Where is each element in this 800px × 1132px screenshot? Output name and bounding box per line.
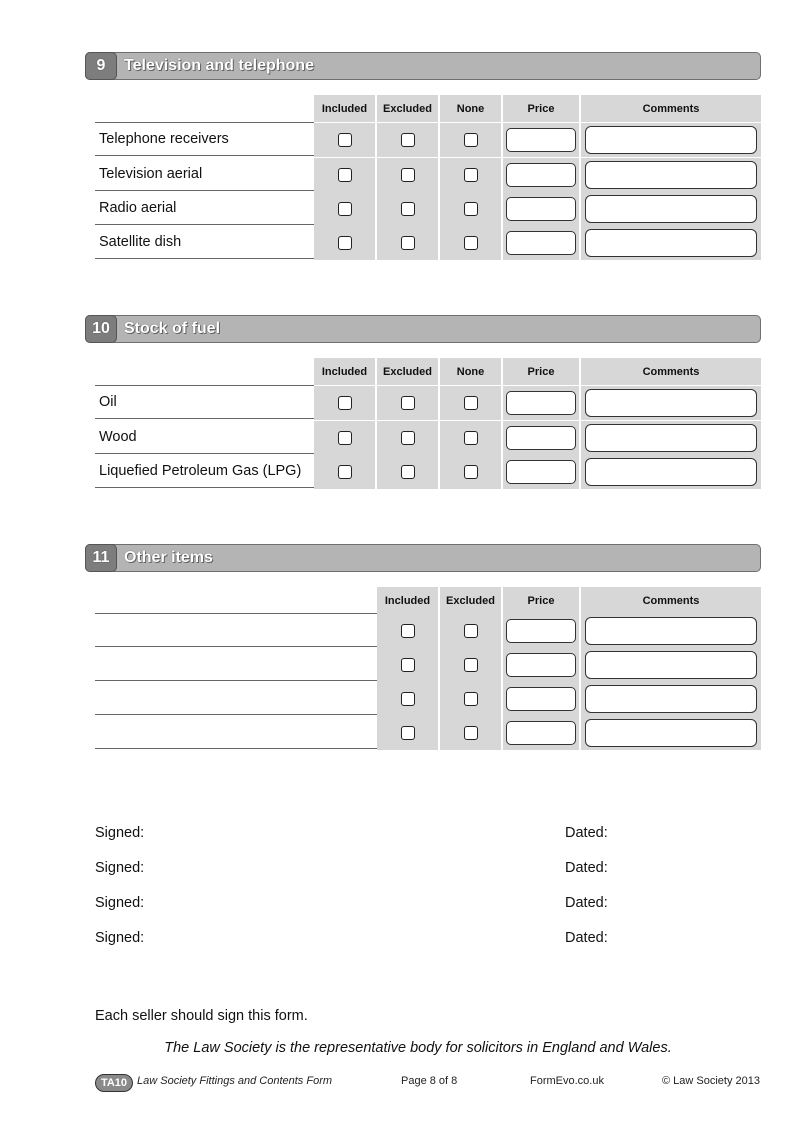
comments-cell bbox=[581, 158, 761, 192]
none-cell bbox=[440, 192, 501, 226]
price-input[interactable] bbox=[506, 721, 576, 745]
included-cell bbox=[377, 648, 438, 682]
comments-input[interactable] bbox=[585, 161, 757, 189]
excluded-checkbox[interactable] bbox=[401, 431, 415, 445]
section-11-number: 11 bbox=[85, 544, 117, 572]
section-9-title: Television and telephone bbox=[124, 57, 314, 74]
section-10-header bbox=[85, 315, 761, 343]
section-10-title: Stock of fuel bbox=[124, 320, 221, 337]
comments-cell bbox=[581, 455, 761, 489]
price-cell bbox=[503, 682, 579, 716]
included-cell bbox=[377, 614, 438, 648]
footer-copyright: © Law Society 2013 bbox=[662, 1075, 760, 1087]
included-checkbox[interactable] bbox=[401, 726, 415, 740]
none-cell bbox=[440, 226, 501, 260]
comments-cell bbox=[581, 386, 761, 420]
excluded-checkbox[interactable] bbox=[401, 168, 415, 182]
excluded-checkbox[interactable] bbox=[401, 202, 415, 216]
col-price: Price bbox=[503, 95, 579, 122]
price-cell bbox=[503, 123, 579, 157]
included-checkbox[interactable] bbox=[338, 202, 352, 216]
other-item-label[interactable] bbox=[95, 715, 377, 749]
excluded-checkbox[interactable] bbox=[401, 465, 415, 479]
none-cell bbox=[440, 386, 501, 420]
row-label-radio-aerial: Radio aerial bbox=[95, 191, 314, 225]
law-society-statement: The Law Society is the representative body for solicitors in England and Wales. bbox=[164, 1040, 672, 1056]
price-cell bbox=[503, 226, 579, 260]
none-cell bbox=[440, 455, 501, 489]
price-input[interactable] bbox=[506, 619, 576, 643]
dated-label: Dated: bbox=[565, 860, 608, 876]
excluded-checkbox[interactable] bbox=[464, 726, 478, 740]
price-input[interactable] bbox=[506, 426, 576, 450]
included-cell bbox=[314, 226, 375, 260]
footer-site: FormEvo.co.uk bbox=[530, 1075, 604, 1087]
excluded-cell bbox=[377, 226, 438, 260]
footer-page-number: Page 8 of 8 bbox=[401, 1075, 458, 1087]
comments-input[interactable] bbox=[585, 195, 757, 223]
price-cell bbox=[503, 386, 579, 420]
section-10-number: 10 bbox=[85, 315, 117, 343]
included-checkbox[interactable] bbox=[401, 624, 415, 638]
form-code-badge: TA10 bbox=[95, 1074, 133, 1092]
col-none: None bbox=[440, 95, 501, 122]
comments-input[interactable] bbox=[585, 424, 757, 452]
price-input[interactable] bbox=[506, 687, 576, 711]
comments-input[interactable] bbox=[585, 126, 757, 154]
other-item-label[interactable] bbox=[95, 681, 377, 715]
signed-label: Signed: bbox=[95, 825, 145, 841]
price-input[interactable] bbox=[506, 653, 576, 677]
none-cell bbox=[440, 421, 501, 455]
excluded-checkbox[interactable] bbox=[464, 624, 478, 638]
row-label-wood: Wood bbox=[95, 420, 314, 454]
section-9-number: 9 bbox=[85, 52, 117, 80]
included-cell bbox=[314, 192, 375, 226]
excluded-cell bbox=[377, 386, 438, 420]
included-cell bbox=[377, 716, 438, 750]
seller-sign-note: Each seller should sign this form. bbox=[95, 1008, 308, 1024]
included-checkbox[interactable] bbox=[338, 133, 352, 147]
none-checkbox[interactable] bbox=[464, 236, 478, 250]
comments-cell bbox=[581, 716, 761, 750]
excluded-cell bbox=[377, 192, 438, 226]
excluded-cell bbox=[440, 648, 501, 682]
comments-input[interactable] bbox=[585, 651, 757, 679]
included-cell bbox=[314, 386, 375, 420]
excluded-cell bbox=[377, 455, 438, 489]
none-checkbox[interactable] bbox=[464, 202, 478, 216]
included-checkbox[interactable] bbox=[338, 168, 352, 182]
none-checkbox[interactable] bbox=[464, 133, 478, 147]
price-cell bbox=[503, 614, 579, 648]
comments-cell bbox=[581, 192, 761, 226]
col-excluded: Excluded bbox=[377, 358, 438, 385]
comments-cell bbox=[581, 682, 761, 716]
excluded-cell bbox=[377, 421, 438, 455]
included-cell bbox=[314, 158, 375, 192]
none-cell bbox=[440, 123, 501, 157]
price-input[interactable] bbox=[506, 163, 576, 187]
col-none: None bbox=[440, 358, 501, 385]
comments-input[interactable] bbox=[585, 685, 757, 713]
row-label-telephone-receivers: Telephone receivers bbox=[95, 122, 314, 156]
col-excluded: Excluded bbox=[440, 587, 501, 614]
included-cell bbox=[314, 455, 375, 489]
col-price: Price bbox=[503, 358, 579, 385]
excluded-checkbox[interactable] bbox=[464, 692, 478, 706]
other-item-label[interactable] bbox=[95, 613, 377, 647]
none-checkbox[interactable] bbox=[464, 465, 478, 479]
excluded-cell bbox=[440, 716, 501, 750]
excluded-checkbox[interactable] bbox=[464, 658, 478, 672]
excluded-checkbox[interactable] bbox=[401, 236, 415, 250]
included-checkbox[interactable] bbox=[338, 465, 352, 479]
comments-cell bbox=[581, 226, 761, 260]
row-label-television-aerial: Television aerial bbox=[95, 157, 314, 191]
col-included: Included bbox=[314, 358, 375, 385]
none-checkbox[interactable] bbox=[464, 168, 478, 182]
none-cell bbox=[440, 158, 501, 192]
col-included: Included bbox=[377, 587, 438, 614]
signed-label: Signed: bbox=[95, 860, 145, 876]
comments-cell bbox=[581, 123, 761, 157]
excluded-checkbox[interactable] bbox=[401, 396, 415, 410]
footer-form-name: Law Society Fittings and Contents Form bbox=[137, 1075, 333, 1087]
col-included: Included bbox=[314, 95, 375, 122]
included-cell bbox=[377, 682, 438, 716]
included-cell bbox=[314, 123, 375, 157]
signed-label: Signed: bbox=[95, 895, 145, 911]
row-label-lpg: Liquefied Petroleum Gas (LPG) bbox=[95, 454, 314, 488]
included-checkbox[interactable] bbox=[338, 396, 352, 410]
excluded-cell bbox=[377, 158, 438, 192]
col-excluded: Excluded bbox=[377, 95, 438, 122]
included-checkbox[interactable] bbox=[401, 658, 415, 672]
comments-cell bbox=[581, 648, 761, 682]
price-input[interactable] bbox=[506, 460, 576, 484]
excluded-cell bbox=[440, 682, 501, 716]
price-cell bbox=[503, 648, 579, 682]
price-cell bbox=[503, 421, 579, 455]
none-checkbox[interactable] bbox=[464, 431, 478, 445]
section-11-header bbox=[85, 544, 761, 572]
price-cell bbox=[503, 192, 579, 226]
section-9-header bbox=[85, 52, 761, 80]
excluded-cell bbox=[377, 123, 438, 157]
price-cell bbox=[503, 158, 579, 192]
other-item-label[interactable] bbox=[95, 647, 377, 681]
col-comments: Comments bbox=[581, 587, 761, 614]
comments-input[interactable] bbox=[585, 389, 757, 417]
excluded-cell bbox=[440, 614, 501, 648]
row-label-oil: Oil bbox=[95, 385, 314, 419]
comments-input[interactable] bbox=[585, 229, 757, 257]
included-checkbox[interactable] bbox=[338, 236, 352, 250]
dated-label: Dated: bbox=[565, 930, 608, 946]
excluded-checkbox[interactable] bbox=[401, 133, 415, 147]
comments-cell bbox=[581, 614, 761, 648]
included-cell bbox=[314, 421, 375, 455]
row-label-satellite-dish: Satellite dish bbox=[95, 225, 314, 259]
price-input[interactable] bbox=[506, 197, 576, 221]
col-price: Price bbox=[503, 587, 579, 614]
none-checkbox[interactable] bbox=[464, 396, 478, 410]
included-checkbox[interactable] bbox=[338, 431, 352, 445]
comments-input[interactable] bbox=[585, 719, 757, 747]
price-input[interactable] bbox=[506, 128, 576, 152]
price-input[interactable] bbox=[506, 391, 576, 415]
comments-input[interactable] bbox=[585, 617, 757, 645]
price-cell bbox=[503, 455, 579, 489]
included-checkbox[interactable] bbox=[401, 692, 415, 706]
dated-label: Dated: bbox=[565, 825, 608, 841]
price-cell bbox=[503, 716, 579, 750]
signed-label: Signed: bbox=[95, 930, 145, 946]
price-input[interactable] bbox=[506, 231, 576, 255]
comments-input[interactable] bbox=[585, 458, 757, 486]
col-comments: Comments bbox=[581, 95, 761, 122]
dated-label: Dated: bbox=[565, 895, 608, 911]
comments-cell bbox=[581, 421, 761, 455]
section-11-title: Other items bbox=[124, 549, 213, 566]
col-comments: Comments bbox=[581, 358, 761, 385]
